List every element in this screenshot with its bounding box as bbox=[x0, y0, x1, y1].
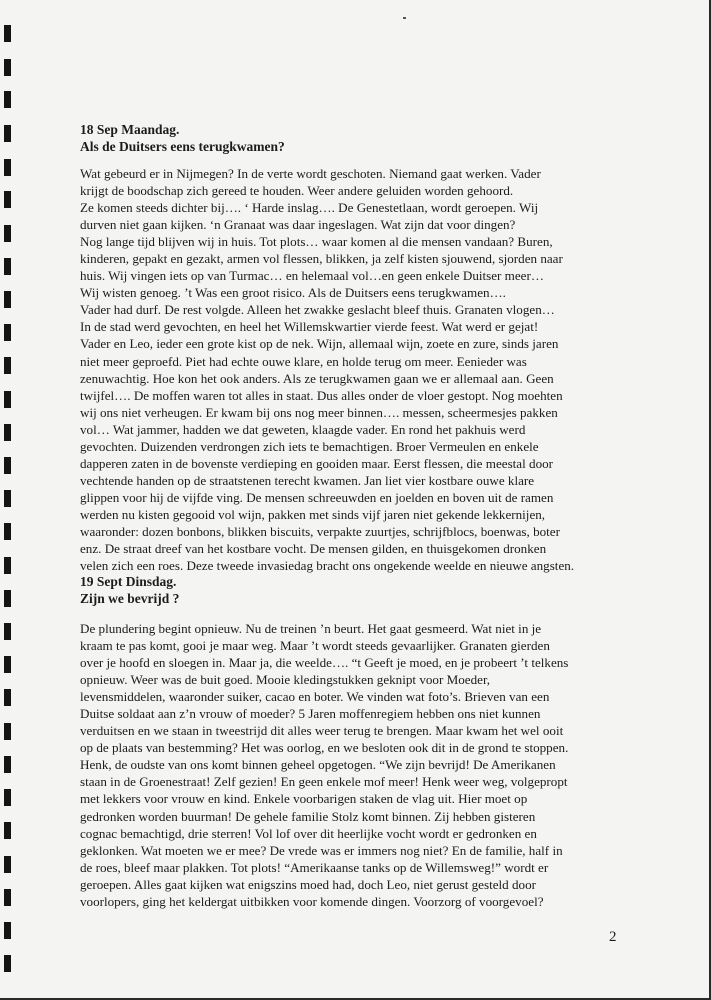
text-line: glippen voor hij de vijfde ving. De mensen schreeuwden en joelden en boven uit de ramen bbox=[80, 489, 554, 505]
binding-hole bbox=[4, 723, 11, 740]
text-line: wij ons niet verheugen. Er kwam bij ons nog meer binnen…. messen, scheermesjes pakken bbox=[80, 404, 558, 420]
binding-hole bbox=[4, 225, 11, 242]
text-line: werden nu kisten gegooid vol wijn, pakken met sinds vijf jaren niet gekende lekkernijen, bbox=[80, 506, 546, 522]
text-line: Wij wisten genoeg. ’t Was een groot risico. Als de Duitsers eens terugkwamen…. bbox=[80, 285, 506, 301]
entry-heading bbox=[80, 573, 179, 607]
text-line: Henk, de oudste van ons komt binnen geheel opgetogen. “We zijn bevrijd! De Amerikanen bbox=[80, 757, 556, 773]
binding-hole bbox=[4, 191, 11, 208]
binding-hole bbox=[4, 457, 11, 474]
text-line: staan in de Groenestraat! Zelf gezien! En geen enkele mof meer! Henk weer weg, volgepropt bbox=[80, 774, 568, 790]
text-line: niet meer geproefd. Piet had echte ouwe klare, en holde terug om meer. Eenieder was bbox=[80, 353, 527, 369]
text-line: zenuwachtig. Hoe kon het ook anders. Als ze terugkwamen gaan we er allemaal aan. Geen bbox=[80, 370, 554, 386]
binding-hole bbox=[4, 822, 11, 839]
binding-hole bbox=[4, 25, 11, 42]
text-line: huis. Wij vingen iets op van Turmac… en helemaal vol…en geen enkele Duitser meer… bbox=[80, 268, 544, 284]
text-line: vechtende handen op de straatstenen terecht kwamen. Jan liet vier kostbare ouwe klare bbox=[80, 472, 535, 488]
text-line: opnieuw. Weer was de buit goed. Mooie kledingstukken geknipt voor Moeder, bbox=[80, 672, 491, 688]
text-line: levensmiddelen, waaronder suiker, cacao en boter. We vinden wat foto’s. Brieven van een bbox=[80, 689, 550, 705]
binding-hole bbox=[4, 656, 11, 673]
text-line: vol… Wat jammer, hadden we dat geweten, klaagde vader. En rond het pakhuis werd bbox=[80, 421, 526, 437]
text-line: waaronder: dozen bonbons, blikken biscuits, verpakte zuurtjes, schrijfblocs, boenwas, boter bbox=[80, 523, 560, 539]
text-line: geklonken. Wat moeten we er mee? De vrede was er immers nog niet? En de familie, half in bbox=[80, 842, 563, 858]
text-line: op de plaats van bestemming? Het was oorlog, en we besloten ook dit in de grond te stoppen. bbox=[80, 740, 569, 756]
text-line: In de stad werd gevochten, en heel het Willemskwartier vierde feest. Wat werd er gejat! bbox=[80, 319, 539, 335]
text-line: kinderen, gepakt en gezakt, armen vol flessen, blikken, ja zelf kisten sjouwend, sjorden naar bbox=[80, 251, 563, 267]
binding-hole bbox=[4, 955, 11, 972]
text-line: velen zich een roes. Deze tweede invasiedag bracht ons ongekende weelde en nieuwe angsten. bbox=[80, 558, 575, 574]
text-line: Vader had durf. De rest volgde. Alleen het zwakke geslacht bleef thuis. Granaten vlogen… bbox=[80, 302, 555, 318]
binding-hole bbox=[4, 291, 11, 308]
text-line: over je hoofd en sloegen in. Maar ja, die weelde…. “t Geeft je moed, en je probeert ’t telkens bbox=[80, 655, 569, 671]
binding-hole bbox=[4, 91, 11, 108]
binding-hole bbox=[4, 391, 11, 408]
binding-hole bbox=[4, 623, 11, 640]
binding-hole bbox=[4, 324, 11, 341]
text-line: twijfel…. De moffen waren tot alles in staat. Dus alles onder de vloer gestopt. Nog moehten bbox=[80, 387, 563, 403]
binding-hole bbox=[4, 159, 11, 176]
text-line: de roes, bleef maar plakken. Tot plots! “Amerikaanse tanks op de Willemsweg!” wordt er bbox=[80, 859, 549, 875]
binding-hole bbox=[4, 557, 11, 574]
entry-text bbox=[80, 165, 620, 574]
binding-hole bbox=[4, 756, 11, 773]
text-line: Vader en Leo, ieder een grote kist op de nek. Wijn, allemaal wijn, zoete en zure, sinds jaren bbox=[80, 336, 559, 352]
entry-title: Zijn we bevrijd ? bbox=[80, 591, 180, 606]
text-line: De plundering begint opnieuw. Nu de treinen ’n beurt. Het gaat gesmeerd. Wat niet in je bbox=[80, 621, 542, 636]
entry-date: 19 Sept Dinsdag. bbox=[80, 574, 177, 589]
binding-hole bbox=[4, 856, 11, 873]
entry-text bbox=[80, 620, 620, 910]
binding-hole bbox=[4, 789, 11, 806]
text-line: Nog lange tijd blijven wij in huis. Tot plots… waar komen al die mensen vandaan? Buren, bbox=[80, 234, 553, 250]
binding-hole bbox=[4, 59, 11, 76]
text-line: Wat gebeurd er in Nijmegen? In de verte wordt geschoten. Niemand gaat werken. Vader bbox=[80, 166, 541, 181]
text-line: Duitse soldaat aan z’n vrouw of moeder? 5 Jaren moffenregiem hebben ons niet kunnen bbox=[80, 706, 541, 722]
text-line: cognac bemachtigd, drie sterren! Vol lof over dit heerlijke vocht wordt er gedronken en bbox=[80, 825, 537, 841]
binding-hole bbox=[4, 889, 11, 906]
text-line: Ze komen steeds dichter bij…. ‘ Harde inslag…. De Genestetlaan, wordt geroepen. Wij bbox=[80, 200, 539, 216]
binding-hole bbox=[4, 523, 11, 540]
text-line: met lekkers voor vrouw en kind. Enkele voorbarigen staken de vlag uit. Hier moet op bbox=[80, 791, 528, 807]
text-line: geroepen. Alles gaat kijken wat enigszins moed had, doch Leo, niet gerust gesteld door bbox=[80, 876, 536, 892]
text-line: verduitsen en we staan in tweestrijd dit alles weer terug te brengen. Maar kwam het wel ooit bbox=[80, 723, 564, 739]
text-line: kraam te pas komt, gooi je maar weg. Maar ’t wordt steeds gevaarlijker. Granaten gierden bbox=[80, 638, 550, 654]
binding-hole bbox=[4, 424, 11, 441]
binding-hole bbox=[4, 258, 11, 275]
page-number: 2 bbox=[609, 929, 617, 945]
binding-hole bbox=[4, 689, 11, 706]
entry-heading bbox=[80, 121, 285, 155]
entry-title: Als de Duitsers eens terugkwamen? bbox=[80, 139, 285, 154]
text-line: voorlopers, ging het keldergat uitbikken voor komende dingen. Voorzorg of voorgevoel? bbox=[80, 893, 544, 909]
binding-hole bbox=[4, 490, 11, 507]
text-line: krijgt de boodschap zich gereed te houden. Weer andere geluiden worden gehoord. bbox=[80, 183, 514, 199]
text-line: enz. De straat dreef van het kostbare vocht. De mensen gilden, en thuisgekomen dronken bbox=[80, 541, 547, 557]
text-line: gevochten. Duizenden verdrongen zich iets te bemachtigen. Broer Vermeulen en enkele bbox=[80, 438, 539, 454]
binding-hole bbox=[4, 125, 11, 142]
entry-date: 18 Sep Maandag. bbox=[80, 122, 180, 137]
binding-hole bbox=[4, 357, 11, 374]
text-line: durven niet gaan kijken. ‘n Granaat was daar ingeslagen. Wat zijn dat voor dingen? bbox=[80, 217, 516, 233]
text-line: gedronken worden buurman! De gehele familie Stolz komt binnen. Zij hebben gisteren bbox=[80, 808, 536, 824]
binding-hole bbox=[4, 922, 11, 939]
text-line: dapperen zaten in de bovenste verdieping en gooiden maar. Eerst flessen, die meestal door bbox=[80, 455, 554, 471]
binding-hole bbox=[4, 590, 11, 607]
scan-speck bbox=[403, 17, 406, 19]
